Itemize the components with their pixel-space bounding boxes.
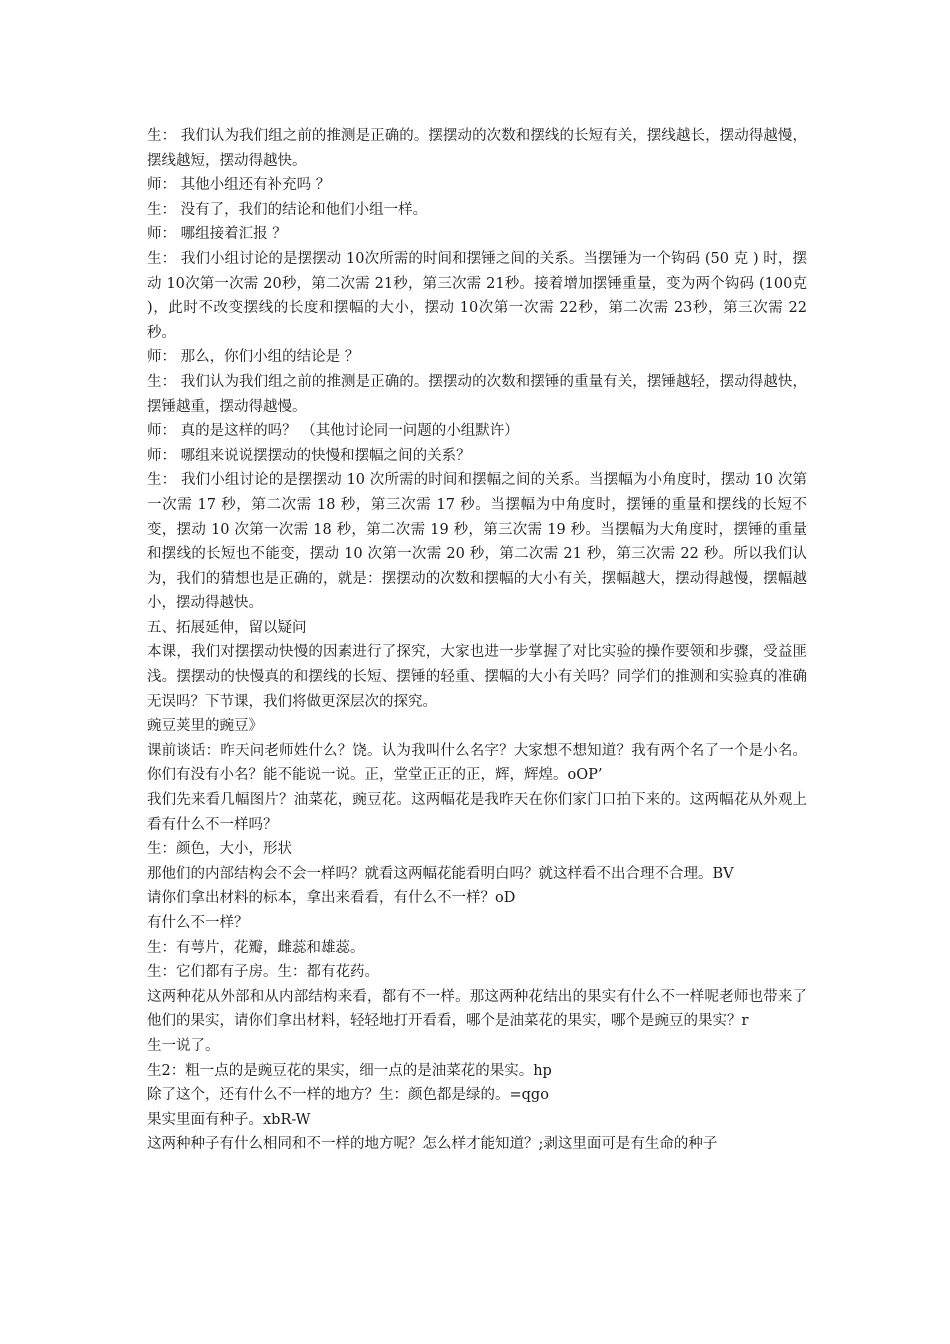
paragraph: 师： 真的是这样的吗？ （其他讨论同一问题的小组默许） <box>147 423 519 440</box>
paragraph: 有什么不一样？ <box>147 915 249 931</box>
paragraph: 生： 我们认为我们组之前的推测是正确的。摆摆动的次数和摆线的长短有关，摆线越长，摆动得越慢，摆线越短，摆动得越快。 <box>147 128 807 169</box>
paragraph: 课前谈话：昨天问老师姓什么？饶。认为我叫什么名字？大家想不想知道？我有两个名了一个是小名。你们有没有小名？能不能说一说。正，堂堂正正的正，辉，辉煌。oOP’ <box>147 742 807 784</box>
paragraph: 除了这个，还有什么不一样的地方？生：颜色都是绿的。=qgo <box>147 1087 549 1104</box>
lesson-title: 豌豆荚里的豌豆》 <box>147 718 263 735</box>
paragraph: 生： 我们认为我们组之前的推测是正确的。摆摆动的次数和摆锤的重量有关，摆锤越轻，摆动得越快，摆锤越重，摆动得越慢。 <box>147 373 807 415</box>
paragraph: 这两种花从外部和从内部结构来看，都有不一样。那这两种花结出的果实有什么不一样呢老师也带来了他们的果实，请你们拿出材料，轻轻地打开看看，哪个是油菜花的果实，哪个是豌豆的果实？r <box>147 988 807 1030</box>
paragraph: 师： 哪组来说说摆摆动的快慢和摆幅之间的关系？ <box>147 447 471 464</box>
paragraph: 果实里面有种子。xbR-W <box>147 1111 311 1128</box>
paragraph: 生： 没有了，我们的结论和他们小组一样。 <box>147 201 428 218</box>
paragraph: 师： 其他小组还有补充吗 ？ <box>147 177 331 194</box>
paragraph: 我们先来看几幅图片？油菜花，豌豆花。这两幅花是我昨天在你们家门口拍下来的。这两幅花从外观上看有什么不一样吗？ <box>147 792 807 833</box>
document-body <box>147 124 807 1157</box>
section-heading: 五、拓展延伸，留以疑问 <box>147 619 307 636</box>
paragraph: 本课，我们对摆摆动快慢的因素进行了探究，大家也进一步掌握了对比实验的操作要领和步骤，受益匪浅。摆摆动的快慢真的和摆线的长短、摆锤的轻重、摆幅的大小有关吗？同学们的推测和实验真的准确无误吗？下节课，我们将做更深层次的探究。 <box>147 644 807 710</box>
paragraph: 生： 我们小组讨论的是摆摆动 10 次所需的时间和摆幅之间的关系。当摆幅为小角度时，摆动 10 次第一次需 17 秒，第二次需 18 秒，第三次需 17 秒。当摆幅为中角度时，摆锤的重量和摆线的长短不变，摆动 10 次第一次需 18 秒，第二次需 19 秒，第三次需 19 秒。当摆幅为大角度时，摆锤的重量和摆线的长短也不能变，摆动 10 次第一次需 20 秒，第二次需 21 秒，第三次需 22 秒。所以我们认为，我们的猜想也是正确的，就是：摆摆动的次数和摆幅的大小有关，摆幅越大，摆动得越慢，摆幅越小，摆动得越快。 <box>147 472 807 612</box>
paragraph: 师： 那么，你们小组的结论是 ？ <box>147 349 360 366</box>
paragraph: 生：颜色，大小，形状 <box>147 841 292 858</box>
paragraph: 生：它们都有子房。生：都有花药。 <box>147 964 379 981</box>
paragraph: 生： 我们小组讨论的是摆摆动 10次所需的时间和摆锤之间的关系。当摆锤为一个钩码 (50 克 ) 时，摆动 10次第一次需 20秒，第二次需 21秒，第三次需 21秒。接着增加摆锤重量，变为两个钩码 (100克 )，此时不改变摆线的长度和摆幅的大小，摆动 10次第一次需 22秒，第二次需 23秒，第三次需 22秒。 <box>147 250 807 341</box>
paragraph: 请你们拿出材料的标本，拿出来看看，有什么不一样？oD <box>147 890 516 907</box>
paragraph: 那他们的内部结构会不会一样吗？就看这两幅花能看明白吗？就这样看不出合理不合理。BV <box>147 865 734 882</box>
paragraph: 生：有萼片，花瓣，雌蕊和雄蕊。 <box>147 939 365 956</box>
paragraph: 师： 哪组接着汇报 ？ <box>147 226 287 243</box>
paragraph: 这两种种子有什么相同和不一样的地方呢？怎么样才能知道？;剥这里面可是有生命的种子 <box>147 1136 718 1153</box>
paragraph: 生2：粗一点的是豌豆花的果实，细一点的是油菜花的果实。hp <box>147 1062 552 1079</box>
paragraph: 生一说了。 <box>147 1037 220 1054</box>
